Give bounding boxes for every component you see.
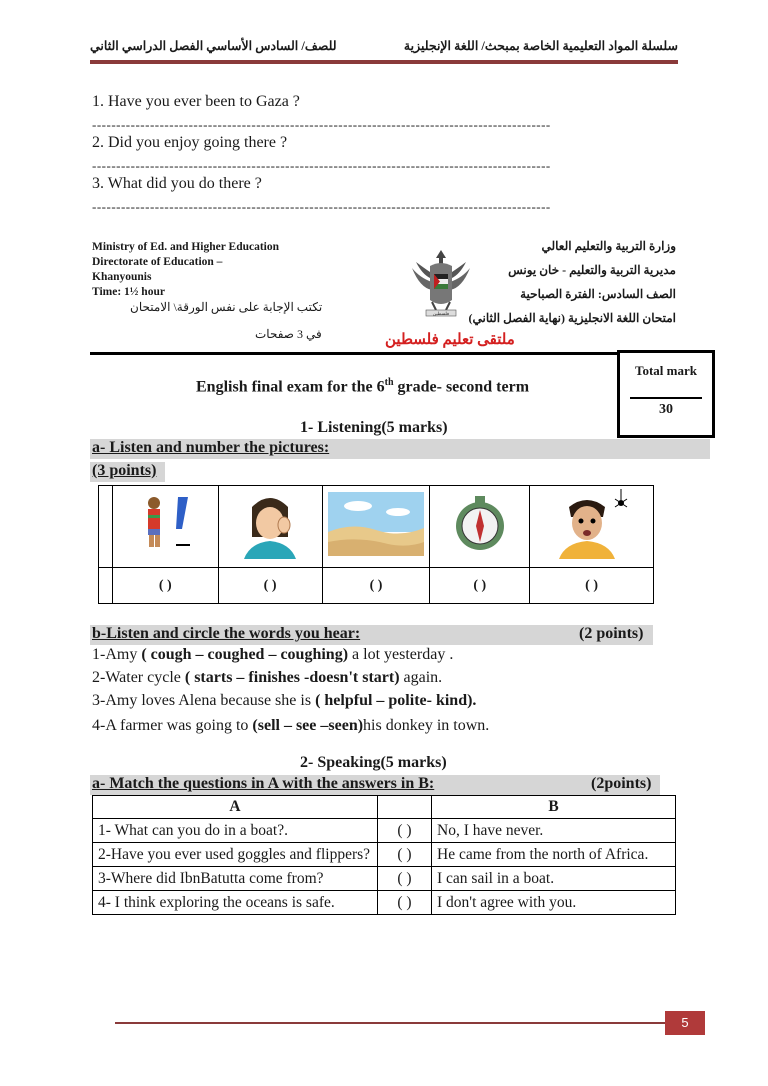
column-blank-header (378, 796, 432, 819)
listening-sentence-3 (92, 692, 476, 710)
answer-line-3[interactable]: ----------------------------------------------------------------------------------------------- (92, 201, 551, 213)
directorate-line: Directorate of Education – (92, 256, 223, 268)
page-header (90, 38, 678, 62)
listening-part-b-points: (2 points) (579, 625, 644, 642)
answer-slot-4[interactable]: ( ) (378, 891, 432, 915)
answer-note-arabic: تكتب الإجابة على نفس الورقة\ الامتحان (130, 300, 323, 314)
match-row-3 (93, 867, 676, 891)
scared-boy-spider-icon (547, 489, 637, 559)
girl-listening-icon (230, 489, 310, 559)
picture-mark-2[interactable]: ( ) (218, 568, 322, 604)
boy-walking-icon (130, 489, 200, 559)
city-line: Khanyounis (92, 271, 152, 283)
sentence-text: 3-Amy loves Alena because she is (92, 692, 316, 709)
listening-title: 1- Listening(5 marks) (300, 419, 448, 436)
ministry-arabic-line-4: امتحان اللغة الانجليزية (نهاية الفصل الثاني) (468, 311, 676, 325)
ministry-arabic-line-3: الصف السادس: الفترة الصباحية (520, 287, 676, 301)
question-a-3: 3-Where did IbnBatutta come from? (93, 867, 378, 891)
speaking-part-a-points: (2points) (591, 775, 652, 792)
match-table (92, 795, 676, 915)
separator-line (90, 352, 620, 355)
exam-title (196, 377, 529, 396)
ministry-english-block (92, 240, 279, 300)
sentence-choices[interactable]: ( starts – finishes -doesn't start) (184, 669, 400, 686)
compass-icon (450, 492, 510, 556)
question-3: 3. What did you do there ? (92, 175, 262, 192)
sentence-choices[interactable]: (sell – see –seen) (252, 717, 364, 734)
total-mark-rule (630, 397, 702, 399)
sentence-text: his donkey in town. (363, 717, 490, 734)
pictures-table (98, 485, 654, 604)
answer-line-1[interactable]: ----------------------------------------------------------------------------------------------- (92, 119, 551, 131)
time-line: Time: 1½ hour (92, 286, 165, 298)
listening-part-a-instruction: a- Listen and number the pictures: (92, 439, 330, 456)
total-mark-label: Total mark (635, 363, 697, 378)
page-number-badge: 5 (665, 1011, 705, 1035)
spacer-cell (99, 568, 113, 604)
desert-landscape-icon (328, 492, 424, 556)
header-rule (90, 60, 678, 64)
picture-cell-3 (322, 486, 430, 568)
match-row-2 (93, 843, 676, 867)
answer-b-4: I don't agree with you. (432, 891, 676, 915)
picture-mark-5[interactable]: ( ) (530, 568, 654, 604)
ministry-arabic-line-1: وزارة التربية والتعليم العالي (541, 239, 676, 253)
ministry-arabic-block (469, 234, 677, 330)
match-row-1 (93, 819, 676, 843)
sentence-text: 4-A farmer was going to (92, 717, 253, 734)
picture-cell-5 (530, 486, 654, 568)
answer-line-2[interactable]: ----------------------------------------------------------------------------------------------- (92, 160, 551, 172)
picture-cell-1 (112, 486, 218, 568)
answer-b-3: I can sail in a boat. (432, 867, 676, 891)
question-a-2: 2-Have you ever used goggles and flippers? (93, 843, 378, 867)
question-a-1: 1- What can you do in a boat?. (93, 819, 378, 843)
sentence-text: 2-Water cycle (92, 669, 185, 686)
answer-slot-1[interactable]: ( ) (378, 819, 432, 843)
picture-cell-4 (430, 486, 530, 568)
picture-cell-2 (218, 486, 322, 568)
listening-part-b-instruction: b-Listen and circle the words you hear: (92, 625, 361, 642)
match-row-4 (93, 891, 676, 915)
answer-slot-2[interactable]: ( ) (378, 843, 432, 867)
spacer-cell (99, 486, 113, 568)
column-a-header: A (93, 796, 378, 819)
speaking-part-a-instruction: a- Match the questions in A with the answers in B: (92, 775, 435, 792)
palestine-eagle-emblem-icon (408, 244, 474, 326)
sentence-choices[interactable]: ( cough – coughed – coughing) (141, 646, 349, 663)
total-mark-box (617, 350, 715, 438)
answer-slot-3[interactable]: ( ) (378, 867, 432, 891)
header-grade: للصف/ السادس الأساسي الفصل الدراسي الثاني (90, 39, 337, 53)
exam-title-sup: th (384, 377, 394, 388)
ministry-arabic-line-2: مديرية التربية والتعليم - خان يونس (508, 263, 676, 277)
exam-title-rest: grade- second term (393, 378, 530, 396)
header-series-title: سلسلة المواد التعليمية الخاصة بمبحث/ اللغة الإنجليزية (403, 39, 678, 53)
question-1: 1. Have you ever been to Gaza ? (92, 93, 300, 110)
picture-mark-1[interactable]: ( ) (112, 568, 218, 604)
picture-mark-3[interactable]: ( ) (322, 568, 430, 604)
listening-sentence-2 (92, 669, 442, 687)
question-a-4: 4- I think exploring the oceans is safe. (93, 891, 378, 915)
answer-b-2: He came from the north of Africa. (432, 843, 676, 867)
listening-sentence-1 (92, 646, 453, 664)
forum-watermark: ملتقى تعليم فلسطين (385, 332, 515, 348)
column-b-header: B (432, 796, 676, 819)
pages-count-arabic: في 3 صفحات (255, 327, 322, 341)
sentence-choices[interactable]: ( helpful – polite- kind). (315, 692, 477, 709)
picture-mark-4[interactable]: ( ) (430, 568, 530, 604)
exam-title-text: English final exam for the 6 (196, 378, 385, 396)
listening-part-a-points: (3 points) (92, 462, 157, 479)
answer-b-1: No, I have never. (432, 819, 676, 843)
listening-sentence-4 (92, 717, 489, 735)
ministry-line: Ministry of Ed. and Higher Education (92, 241, 280, 253)
total-mark-value: 30 (659, 402, 673, 417)
footer-rule (115, 1022, 665, 1024)
emblem-caption: فلسطين (432, 312, 450, 317)
sentence-text: again. (399, 669, 443, 686)
sentence-text: a lot yesterday . (348, 646, 454, 663)
sentence-text: 1-Amy (92, 646, 142, 663)
question-2: 2. Did you enjoy going there ? (92, 134, 288, 151)
speaking-title: 2- Speaking(5 marks) (300, 754, 447, 771)
